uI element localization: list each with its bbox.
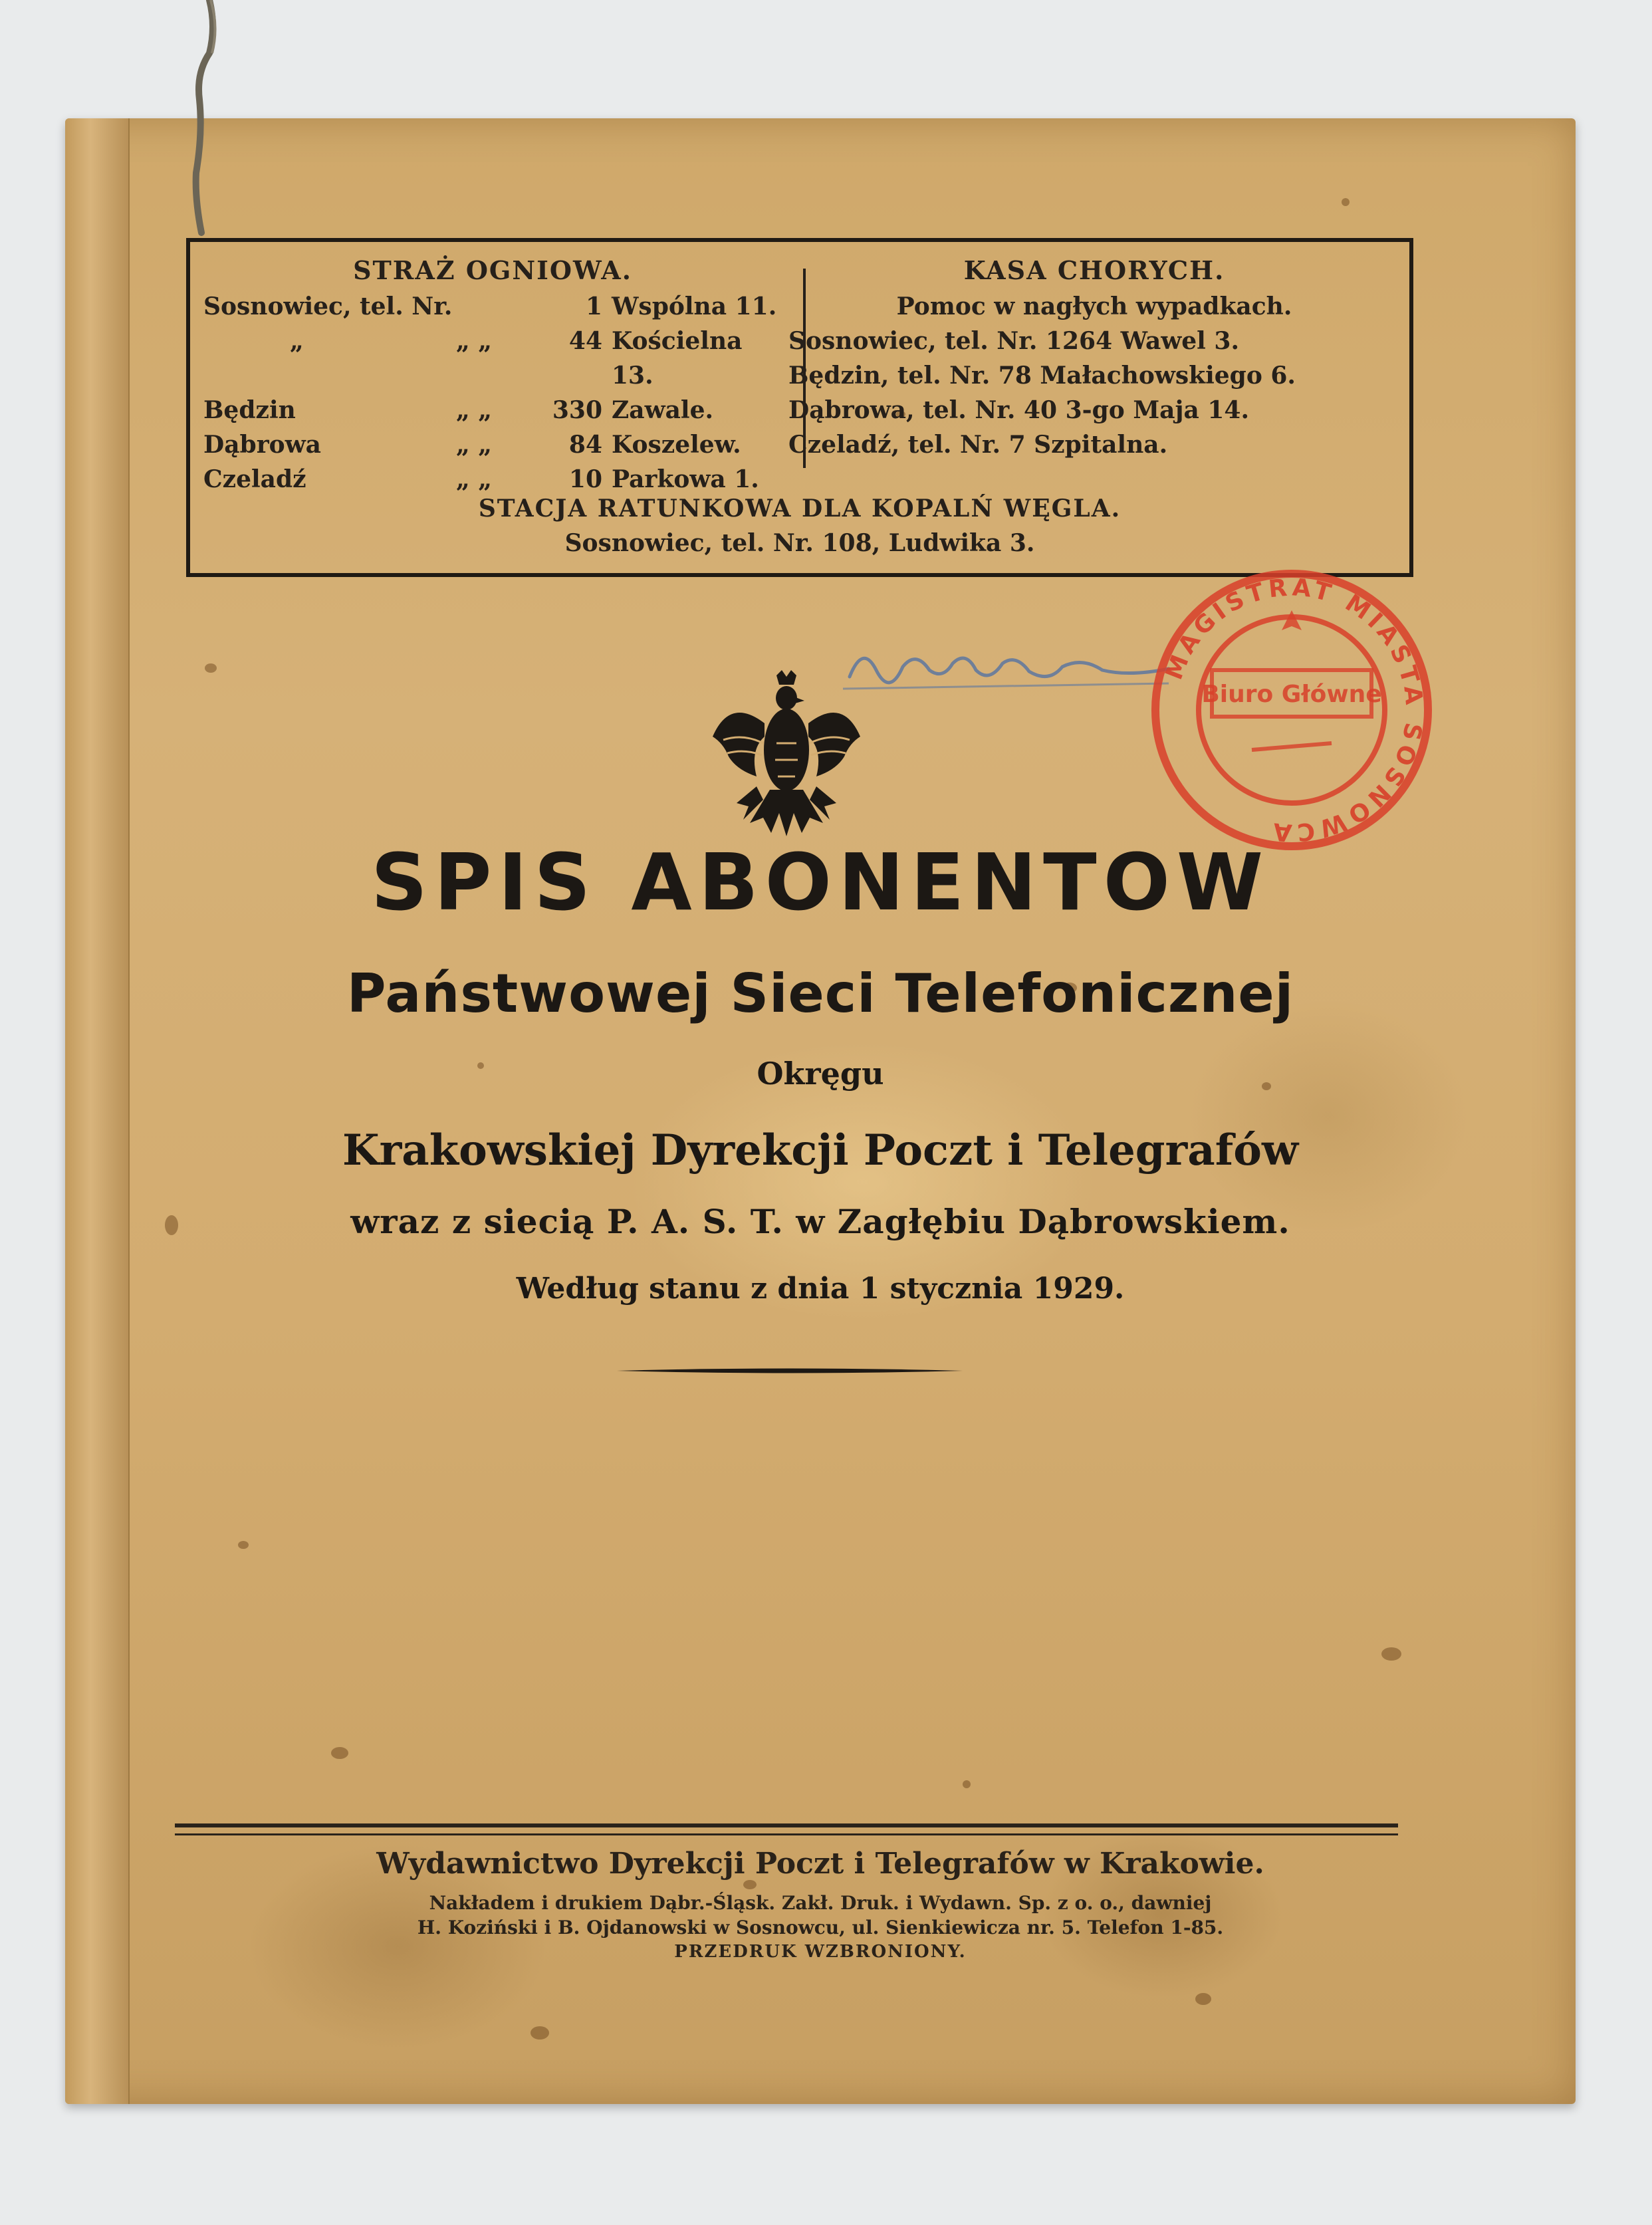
binding-cord [170,0,243,239]
subtitle-date: Według stanu z dnia 1 stycznia 1929. [516,1272,1125,1306]
book-cover [65,118,1576,2104]
polish-eagle-emblem [710,670,863,843]
health-fund-row: Będzin, tel. Nr. 78 Małachowskiego 6. [788,362,1296,390]
health-fund-row: Sosnowiec, tel. Nr. 1264 Wawel 3. [788,327,1239,355]
printer-line: Nakładem i drukiem Dąbr.-Śląsk. Zakł. Druk. i Wydawn. Sp. z o. o., dawniej [429,1892,1212,1914]
health-fund-heading: KASA CHORYCH. [963,255,1225,285]
subtitle-directorate: Krakowskiej Dyrekcji Poczt i Telegrafów [342,1125,1299,1175]
fire-row: Będzin „ „ 330 Zawale. [203,396,714,424]
footer-rule [175,1833,1398,1835]
main-title: SPIS ABONENTOW [370,836,1270,928]
health-fund-subheading: Pomoc w nagłych wypadkach. [896,293,1292,320]
rescue-station-address: Sosnowiec, tel. Nr. 108, Ludwika 3. [564,529,1035,557]
emergency-info-box [186,238,1413,577]
stamp-ring-text: MAGISTRAT MIASTA SOSNOWCA [1160,574,1428,846]
fire-brigade-column [203,255,782,497]
fire-row: Czeladź „ „ 10 Parkowa 1. [203,465,759,493]
stamp-center-text: Biuro Główne [1201,681,1382,708]
printer-address: H. Koziński i B. Ojdanowski w Sosnowcu, ul. Sienkiewicza nr. 5. Telefon 1-85. [417,1917,1224,1938]
fire-row: Dąbrowa „ „ 84 Koszelew. [203,431,741,459]
fire-brigade-heading: STRAŻ OGNIOWA. [353,255,632,285]
footer-rule [175,1823,1398,1827]
subtitle-district: Okręgu [757,1056,884,1092]
fire-row: „ „ „ 44 Kościelna 13. [290,327,743,390]
pencil-signature [836,630,1182,703]
health-fund-row: Czeladź, tel. Nr. 7 Szpitalna. [788,431,1168,459]
health-fund-column [788,255,1400,462]
red-stamp-seal [1132,557,1451,863]
publisher-line: Wydawnictwo Dyrekcji Poczt i Telegrafów w Krakowie. [376,1847,1264,1881]
fire-row: Sosnowiec, tel. Nr. 1 Wspólna 11. [203,293,777,320]
subtitle-past-network: wraz z siecią P. A. S. T. w Zagłębiu Dąbrowskiem. [350,1202,1290,1241]
subtitle-network: Państwowej Sieci Telefonicznej [346,963,1294,1024]
decorative-rule [617,1366,963,1375]
book-spine [65,118,130,2104]
health-fund-row: Dąbrowa, tel. Nr. 40 3-go Maja 14. [788,396,1250,424]
reprint-notice: PRZEDRUK WZBRONIONY. [674,1942,967,1962]
rescue-station-title: STACJA RATUNKOWA DLA KOPALŃ WĘGLA. [478,495,1121,523]
